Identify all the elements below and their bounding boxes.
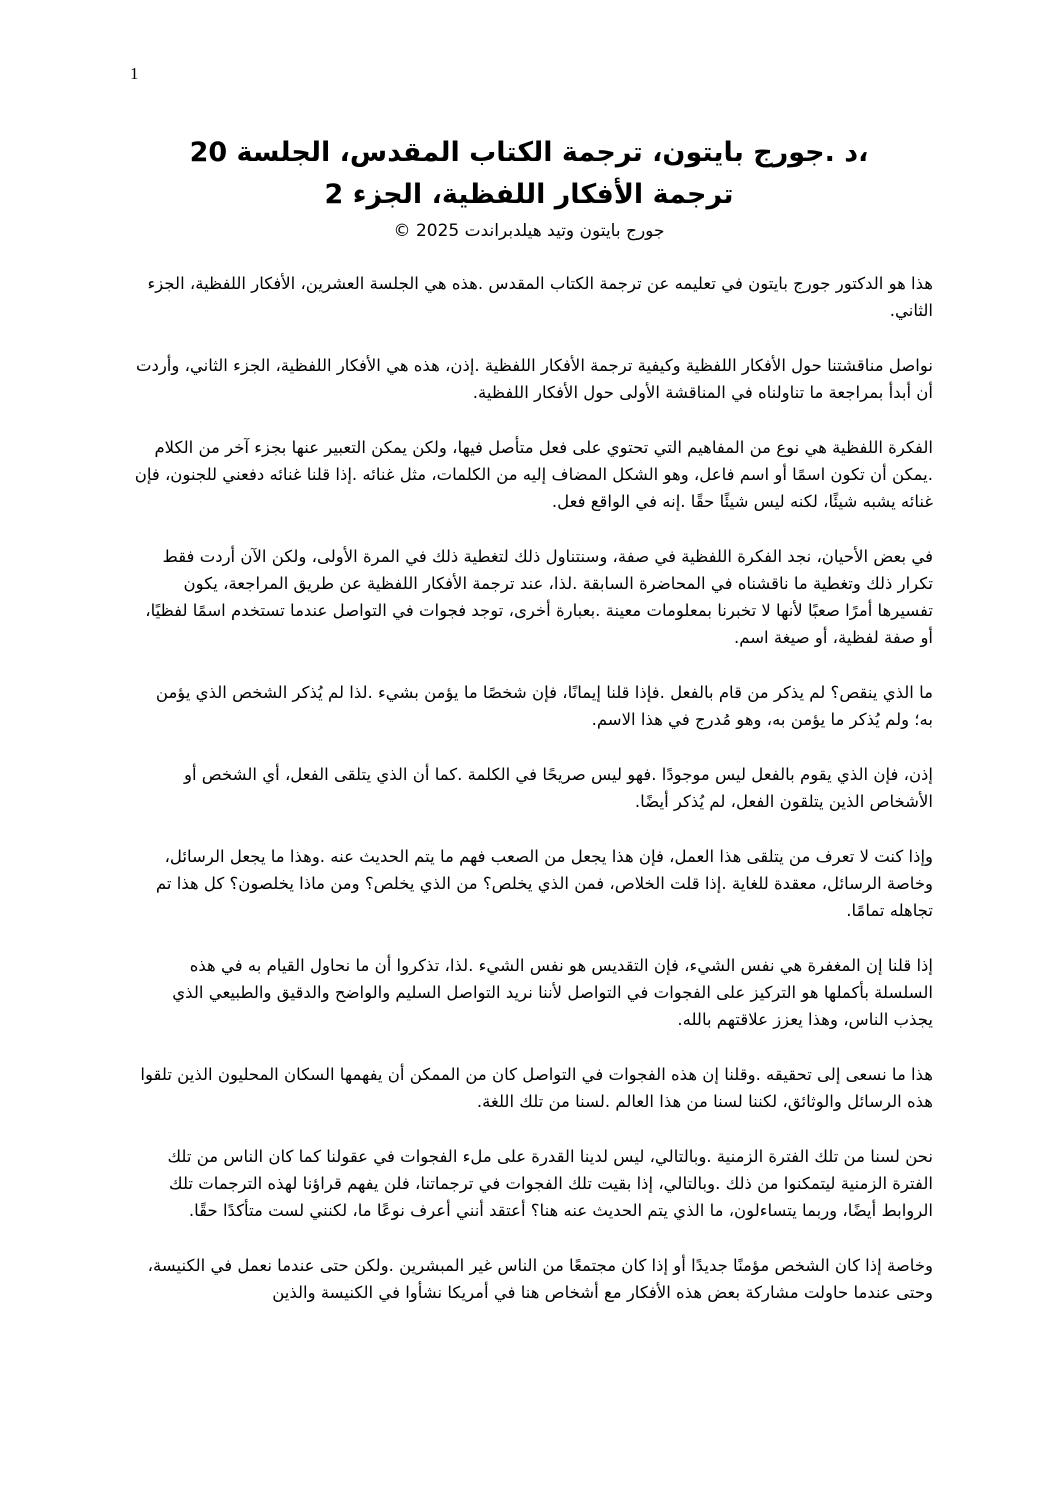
paragraph: الفكرة اللفظية هي نوع من المفاهيم التي تحتوي على فعل متأصل فيها، ولكن يمكن التعبير عنها بجزء آخر من الكلام .يمكن أن تكون اسمًا أو اسم فاعل، وهو الشكل المضاف إليه من الكلمات، مثل غنائه .إذا قلنا غنائه دفعني للجنون، فإن غنائه يشبه شيئًا، لكنه ليس شيئًا حقًا .إنه في الواقع فعل. [134,438,933,511]
paragraph: هذا هو الدكتور جورج بايتون في تعليمه عن ترجمة الكتاب المقدس .هذه هي الجلسة العشرين، الأفكار اللفظية، الجزء الثاني. [147,274,933,320]
title-line-1: ،د .جورج بايتون، ترجمة الكتاب المقدس، الجلسة 20 [189,137,869,168]
paragraph: نواصل مناقشتنا حول الأفكار اللفظية وكيفية ترجمة الأفكار اللفظية .إذن، هذه هي الأفكار اللفظية، الجزء الثاني، وأردت أن أبدأ بمراجعة ما تناولناه في المناقشة الأولى حول الأفكار اللفظية. [135,356,933,402]
paragraph: وخاصة إذا كان الشخص مؤمنًا جديدًا أو إذا كان مجتمعًا من الناس غير المبشرين .ولكن حتى عندما نعمل في الكنيسة، وحتى عندما حاولت مشاركة بعض هذه الأفكار مع أشخاص هنا في أمريكا نشأوا في الكنيسة والذين [147,1256,933,1302]
document-body [132,270,933,1334]
paragraph: في بعض الأحيان، نجد الفكرة اللفظية في صفة، وسنتناول ذلك لتغطية ذلك في المرة الأولى، ولكن الآن أردت فقط تكرار ذلك وتغطية ما ناقشناه في المحاضرة السابقة .لذا، عند ترجمة الأفكار اللفظية عن طريق المراجعة، يكون تفسيرها أمرًا صعبًا لأنها لا تخبرنا بمعلومات معينة .بعبارة أخرى، توجد فجوات في التواصل عندما تستخدم اسمًا لفظيًا، أو صفة لفظية، أو صيغة اسم. [145,547,933,647]
paragraph: إذن، فإن الذي يقوم بالفعل ليس موجودًا .فهو ليس صريحًا في الكلمة .كما أن الذي يتلقى الفعل، أي الشخص أو الأشخاص الذين يتلقون الفعل، لم يُذكر أيضًا. [183,765,933,811]
copyright-line: جورج بايتون وتيد هيلدبراندت 2025 © [393,221,665,241]
paragraph: ما الذي ينقص؟ لم يذكر من قام بالفعل .فإذا قلنا إيمانًا، فإن شخصًا ما يؤمن بشيء .لذا لم يُذكر الشخص الذي يؤمن به؛ ولم يُذكر ما يؤمن به، وهو مُدرج في هذا الاسم. [155,683,933,729]
document-header [130,132,928,244]
title-line-2: ترجمة الأفكار اللفظية، الجزء 2 [324,179,734,210]
paragraph: نحن لسنا من تلك الفترة الزمنية .وبالتالي، ليس لدينا القدرة على ملء الفجوات في عقولنا كما كان الناس من تلك الفترة الزمنية ليتمكنوا من ذلك .وبالتالي، إذا بقيت تلك الفجوات في ترجماتنا، فلن يفهم قراؤنا لهذه الترجمات تلك الروابط أيضًا، وربما يتساءلون، ما الذي يتم الحديث عنه هنا؟ أعتقد أنني أعرف نوعًا ما، لكنني لست متأكدًا حقًا. [167,1147,933,1220]
paragraph: إذا قلنا إن المغفرة هي نفس الشيء، فإن التقديس هو نفس الشيء .لذا، تذكروا أن ما نحاول القيام به في هذه السلسلة بأكملها هو التركيز على الفجوات في التواصل لأننا نريد التواصل السليم والواضح والدقيق والطبيعي الذي يجذب الناس، وهذا يعزز علاقتهم بالله. [172,956,933,1029]
paragraph: وإذا كنت لا تعرف من يتلقى هذا العمل، فإن هذا يجعل من الصعب فهم ما يتم الحديث عنه .وهذا ما يجعل الرسائل، وخاصة الرسائل، معقدة للغاية .إذا قلت الخلاص، فمن الذي يخلص؟ من الذي يخلص؟ ومن ماذا يخلصون؟ كل هذا تم تجاهله تمامًا. [155,847,933,920]
page-number: 1 [130,64,139,83]
paragraph: هذا ما نسعى إلى تحقيقه .وقلنا إن هذه الفجوات في التواصل كان من الممكن أن يفهمها السكان المحليون الذين تلقوا هذه الرسائل والوثائق، لكننا لسنا من هذا العالم .لسنا من تلك اللغة. [140,1065,933,1111]
